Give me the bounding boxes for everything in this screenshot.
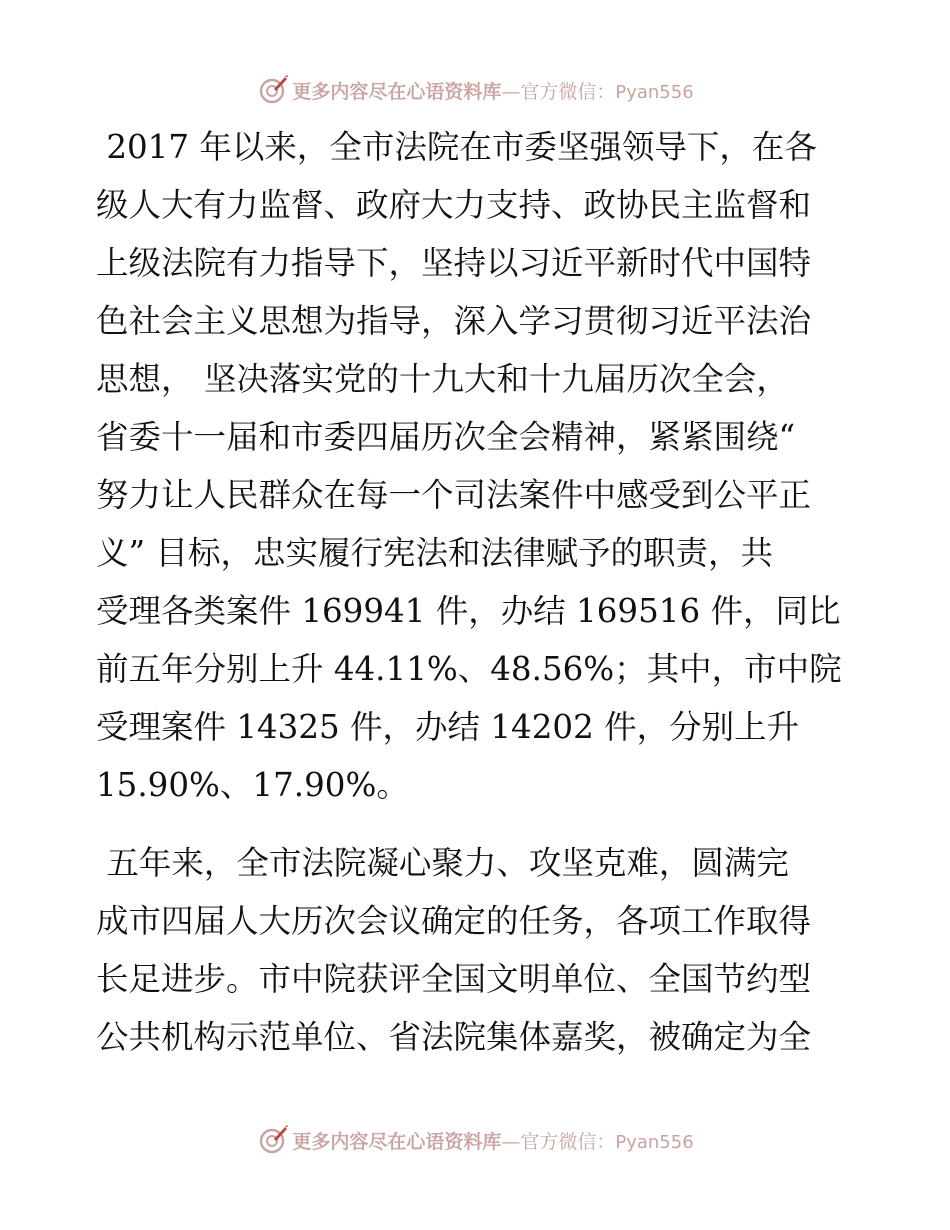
pen-logo-icon <box>256 1124 288 1156</box>
paragraph-2 <box>96 834 856 1066</box>
text-line: 15.90%、17.90%。 <box>96 766 409 804</box>
watermark-contact-prefix: 官方微信： <box>520 80 616 103</box>
text-line: 五年来，全市法院凝心聚力、攻坚克难，圆满完 <box>96 844 789 882</box>
text-line: 上级法院有力指导下，坚持以习近平新时代中国特 <box>96 244 812 282</box>
document-body <box>96 118 856 1066</box>
watermark-contact-prefix: 官方微信： <box>520 1130 616 1153</box>
watermark-text <box>292 1127 693 1154</box>
paragraph-gap <box>96 814 856 834</box>
text-line: 前五年分别上升 44.11%、48.56%；其中，市中院 <box>96 650 842 688</box>
text-line: 级人大有力监督、政府大力支持、政协民主监督和 <box>96 186 812 224</box>
header-watermark <box>0 70 950 110</box>
watermark-separator: — <box>501 80 521 103</box>
paragraph-1 <box>96 118 856 814</box>
watermark-contact-id: Pyan556 <box>615 1131 694 1153</box>
text-line: 受理案件 14325 件，办结 14202 件，分别上升 <box>96 708 800 746</box>
watermark-contact-id: Pyan556 <box>615 81 694 103</box>
text-line: 义” 目标，忠实履行宪法和法律赋予的职责，共 <box>96 534 773 572</box>
text-line: 省委十一届和市委四届历次全会精神，紧紧围绕“ <box>96 418 796 456</box>
text-line: 努力让人民群众在每一个司法案件中感受到公平正 <box>96 476 812 514</box>
watermark-label: 更多内容尽在心语资料库 <box>292 80 502 103</box>
text-line: 色社会主义思想为指导，深入学习贯彻习近平法治 <box>96 302 812 340</box>
watermark-label: 更多内容尽在心语资料库 <box>292 1130 502 1153</box>
text-line: 成市四届人大历次会议确定的任务，各项工作取得 <box>96 902 812 940</box>
pen-logo-icon <box>256 74 288 106</box>
text-line: 2017 年以来，全市法院在市委坚强领导下，在各 <box>96 128 817 166</box>
footer-watermark <box>0 1120 950 1160</box>
watermark-text <box>292 77 693 104</box>
text-line: 受理各类案件 169941 件，办结 169516 件，同比 <box>96 592 841 630</box>
watermark-separator: — <box>501 1130 521 1153</box>
text-line: 长足进步。市中院获评全国文明单位、全国节约型 <box>96 960 812 998</box>
text-line: 思想， 坚决落实党的十九大和十九届历次全会， <box>96 360 789 398</box>
text-line: 公共机构示范单位、省法院集体嘉奖，被确定为全 <box>96 1018 812 1056</box>
